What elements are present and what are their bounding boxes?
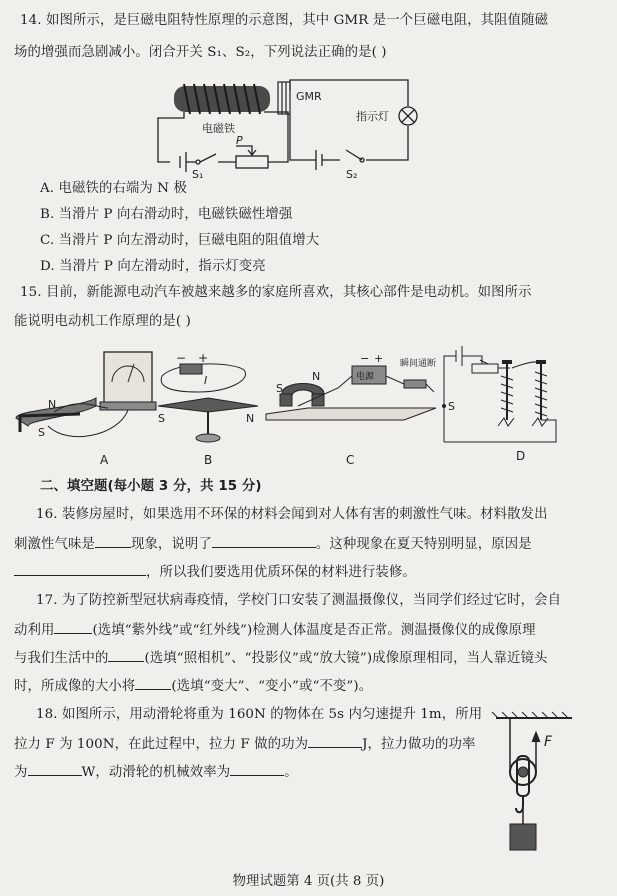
q14-stem-line1: 14. 如图所示，是巨磁电阻特性原理的示意图，其中 GMR 是一个巨磁电阻，其阻值随磁 xyxy=(20,13,549,28)
figure-c xyxy=(266,352,436,467)
q16-text-b: 现象，说明了 xyxy=(130,537,212,552)
q18-stem-line1: 18. 如图所示，用动滑轮将重为 160N 的物体在 5s 内匀速提升 1m，所用 xyxy=(36,707,483,722)
figure-b xyxy=(158,351,258,467)
figure-d xyxy=(442,346,556,463)
section-title-fill-in: 二、填空题(每小题 3 分，共 15 分) xyxy=(40,479,262,494)
q17-text-a: 动利用 xyxy=(14,623,55,638)
figure-a-n-label: N xyxy=(48,398,57,411)
q14-option-a: A. 电磁铁的右端为 N 极 xyxy=(40,181,187,196)
q14-gmr-circuit-figure xyxy=(140,74,430,186)
q17-stem-line1: 17. 为了防控新型冠状病毒疫情，学校门口安装了测温摄像仪，当同学们经过它时，会自 xyxy=(36,593,562,608)
switch-s1-label: S₁ xyxy=(192,168,204,181)
q16-text-c: 。这种现象在夏天特别明显，原因是 xyxy=(315,537,532,552)
q16-blank-1[interactable] xyxy=(95,534,131,548)
figure-c-switch-label: 瞬间通断 xyxy=(400,359,437,369)
q18-pulley-figure xyxy=(486,710,596,860)
figure-b-n-label: N xyxy=(246,412,255,425)
q18-text-e: 。 xyxy=(284,765,298,780)
figure-c-n-label: N xyxy=(312,370,321,383)
q17-text-c: 与我们生活中的 xyxy=(14,651,109,666)
figure-a-label: A xyxy=(100,453,109,467)
q16-blank-2[interactable] xyxy=(212,534,316,548)
q18-text-a: 拉力 F 为 100N，在此过程中，拉力 F 做的功为 xyxy=(14,737,309,752)
figure-b-plus-label: + xyxy=(198,351,209,365)
gmr-label: GMR xyxy=(296,90,322,103)
figure-c-label: C xyxy=(346,453,355,467)
q17-blank-1[interactable] xyxy=(54,620,92,634)
page-footer: 物理试题第 4 页(共 8 页) xyxy=(232,874,385,889)
q16-blank-3[interactable] xyxy=(14,562,146,576)
figure-b-s-label: S xyxy=(158,412,165,425)
q18-blank-2[interactable] xyxy=(28,762,82,776)
q17-stem-line3 xyxy=(14,648,548,668)
q17-text-f: (选填“变大”、“变小”或“不变”)。 xyxy=(171,679,373,694)
q14-option-d: D. 当滑片 P 向左滑动时，指示灯变亮 xyxy=(40,259,266,274)
switch-s2-label: S₂ xyxy=(346,168,358,181)
figure-a-s-label: S xyxy=(38,426,45,439)
q17-stem-line2 xyxy=(14,620,536,640)
slider-label: P xyxy=(236,134,243,147)
q17-blank-2[interactable] xyxy=(108,648,144,662)
q18-blank-1[interactable] xyxy=(308,734,362,748)
q16-stem-line3 xyxy=(14,562,416,582)
indicator-lamp-label: 指示灯 xyxy=(356,110,389,123)
figure-c-plus-label: + xyxy=(374,352,384,365)
figure-b-label: B xyxy=(204,453,213,467)
q14-option-b: B. 当滑片 P 向右滑动时，电磁铁磁性增强 xyxy=(40,207,293,222)
figure-b-current-label: I xyxy=(204,374,208,387)
electromagnet-label: 电磁铁 xyxy=(202,122,235,135)
q18-text-d: W，动滑轮的机械效率为 xyxy=(81,765,231,780)
figure-c-s-label: S xyxy=(276,382,283,395)
q18-text-c: 为 xyxy=(14,765,28,780)
figure-c-power-label: 电源 xyxy=(356,372,375,382)
force-f-label: F xyxy=(544,734,553,750)
q17-text-b: (选填“紫外线”或“红外线”)检测人体温度是否正常。测温摄像仪的成像原理 xyxy=(92,623,536,638)
figure-d-label: D xyxy=(516,449,526,463)
q18-text-b: J，拉力做功的功率 xyxy=(362,737,476,752)
q17-text-d: (选填“照相机”、“投影仪”或“放大镜”)成像原理相同，当人靠近镜头 xyxy=(144,651,548,666)
q17-blank-3[interactable] xyxy=(135,676,171,690)
figure-c-minus-label: − xyxy=(360,352,370,365)
q14-stem-line2: 场的增强而急剧减小。闭合开关 S₁、S₂，下列说法正确的是( ) xyxy=(14,45,387,60)
q16-stem-line1: 16. 装修房屋时，如果选用不环保的材料会闻到对人体有害的刺激性气味。材料散发出 xyxy=(36,507,548,522)
q15-stem-line1: 15. 目前，新能源电动汽车被越来越多的家庭所喜欢，其核心部件是电动机。如图所示 xyxy=(20,285,532,300)
q15-stem-line2: 能说明电动机工作原理的是( ) xyxy=(14,314,191,329)
figure-b-minus-label: − xyxy=(176,351,187,365)
q18-stem-line2 xyxy=(14,734,476,754)
q16-text-d: ，所以我们要选用优质环保的材料进行装修。 xyxy=(146,565,416,580)
q17-stem-line4 xyxy=(14,676,372,696)
q14-option-c: C. 当滑片 P 向左滑动时，巨磁电阻的阻值增大 xyxy=(40,233,320,248)
q18-blank-3[interactable] xyxy=(230,762,284,776)
figure-a xyxy=(16,352,156,467)
q16-text-a: 刺激性气味是 xyxy=(14,537,95,552)
q17-text-e: 时，所成像的大小将 xyxy=(14,679,136,694)
q16-stem-line2 xyxy=(14,534,532,554)
figure-d-s-label: S xyxy=(448,400,455,413)
q15-figures xyxy=(8,336,608,470)
q18-stem-line3 xyxy=(14,762,298,782)
